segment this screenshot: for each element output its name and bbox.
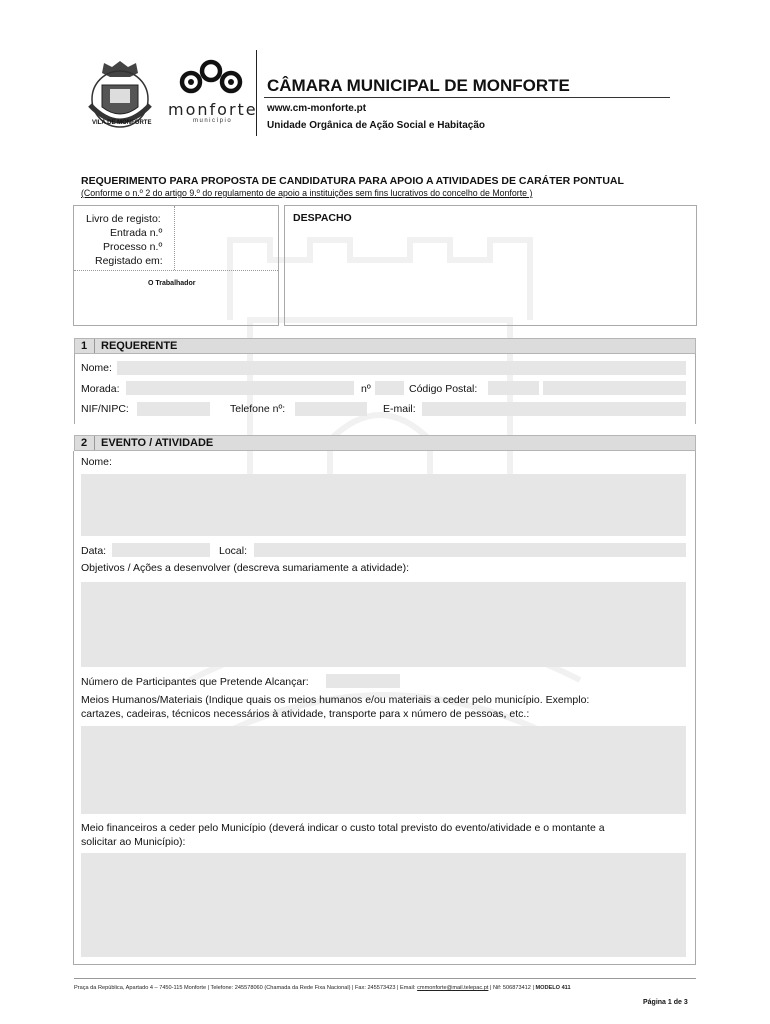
- event-name-field[interactable]: [81, 474, 686, 536]
- email-label: E-mail:: [383, 403, 416, 415]
- human-material-label-2: cartazes, cadeiras, técnicos necessários à atividade, transporte para x número de pessoas, etc.:: [81, 708, 530, 720]
- registry-book-label: Livro de registo:: [86, 213, 161, 225]
- financial-label-2: solicitar ao Município):: [81, 836, 186, 848]
- worker-label: O Trabalhador: [148, 280, 196, 287]
- registry-dotted-line: [74, 270, 278, 271]
- nif-label: NIF/NIPC:: [81, 403, 129, 415]
- registry-inner-divider: [174, 206, 175, 270]
- financial-label-1: Meio financeiros a ceder pelo Município (deverá indicar o custo total previsto do evento/atividade e o montante a: [81, 822, 605, 834]
- address-label: Morada:: [81, 383, 120, 395]
- section-2-title: EVENTO / ATIVIDADE: [101, 437, 214, 449]
- title-underline: [264, 97, 670, 98]
- door-number-field[interactable]: [375, 381, 404, 395]
- registry-date-label: Registado em:: [95, 255, 163, 267]
- objectives-field[interactable]: [81, 582, 686, 667]
- email-field[interactable]: [422, 402, 686, 416]
- registry-entry-label: Entrada n.º: [110, 227, 163, 239]
- dispatch-title: DESPACHO: [293, 212, 352, 224]
- section-2-separator: [94, 436, 95, 450]
- postal-code-field[interactable]: [488, 381, 539, 395]
- registry-process-label: Processo n.º: [103, 241, 163, 253]
- human-material-label-1: Meios Humanos/Materiais (Indique quais os meios humanos e/ou materiais a ceder pelo município. Exemplo:: [81, 694, 590, 706]
- footer-address-text: Praça da República, Apartado 4 – 7450-115 Monforte | Telefone: 245578060 (Chamada da Rede Fixa Nacional) | Fax: 245573423 | Email:: [74, 985, 418, 991]
- footer-model: MODELO 411: [535, 985, 571, 991]
- objectives-label: Objetivos / Ações a desenvolver (descreva sumariamente a atividade):: [81, 562, 409, 574]
- logo-subtext: município: [193, 118, 233, 124]
- participants-label: Número de Participantes que Pretende Alcançar:: [81, 676, 309, 688]
- event-location-label: Local:: [219, 545, 248, 557]
- footer-email-link[interactable]: cmmonforte@mail.telepac.pt: [417, 985, 489, 991]
- door-number-label: nº: [361, 383, 371, 395]
- applicant-name-field[interactable]: [117, 361, 686, 375]
- nif-field[interactable]: [137, 402, 210, 416]
- financial-field[interactable]: [81, 853, 686, 957]
- crest-banner-text: VILA DE MONFORTE: [92, 120, 152, 126]
- footer-nif: | Nif: 506873412 |: [488, 985, 536, 991]
- footer-address: [74, 985, 571, 991]
- section-2-number: 2: [81, 437, 88, 449]
- organic-unit: Unidade Orgânica de Ação Social e Habitação: [267, 120, 486, 131]
- section-1-number: 1: [81, 340, 88, 352]
- section-1-header: [74, 338, 696, 354]
- website-link[interactable]: www.cm-monforte.pt: [267, 103, 367, 114]
- applicant-name-label: Nome:: [81, 362, 112, 374]
- section-2-header: [74, 435, 696, 451]
- postal-locality-field[interactable]: [543, 381, 686, 395]
- postal-code-label: Código Postal:: [409, 383, 478, 395]
- human-material-field[interactable]: [81, 726, 686, 814]
- event-location-field[interactable]: [254, 543, 686, 557]
- section-1-frame-right: [695, 354, 696, 424]
- event-name-label: Nome:: [81, 456, 112, 468]
- logo-wordmark: monforte: [168, 100, 258, 119]
- document-subtitle: (Conforme o n.º 2 do artigo 9.º do regulamento de apoio a instituições sem fins lucrativos do concelho de Monforte ): [81, 188, 533, 198]
- event-date-field[interactable]: [112, 543, 210, 557]
- section-1-frame: [74, 354, 75, 424]
- footer-rule: [74, 978, 696, 979]
- section-1-separator: [94, 339, 95, 353]
- phone-field[interactable]: [295, 402, 367, 416]
- address-field[interactable]: [126, 381, 354, 395]
- participants-field[interactable]: [326, 674, 400, 688]
- section-1-title: REQUERENTE: [101, 340, 178, 352]
- page-number: Página 1 de 3: [643, 999, 688, 1006]
- monforte-logo-icon: [178, 58, 244, 96]
- event-date-label: Data:: [81, 545, 107, 557]
- header-divider: [256, 50, 257, 136]
- phone-label: Telefone nº:: [230, 403, 286, 415]
- municipality-title: CÂMARA MUNICIPAL DE MONFORTE: [267, 76, 570, 95]
- document-title: REQUERIMENTO PARA PROPOSTA DE CANDIDATURA PARA APOIO A ATIVIDADES DE CARÁTER PONTUAL: [81, 175, 624, 187]
